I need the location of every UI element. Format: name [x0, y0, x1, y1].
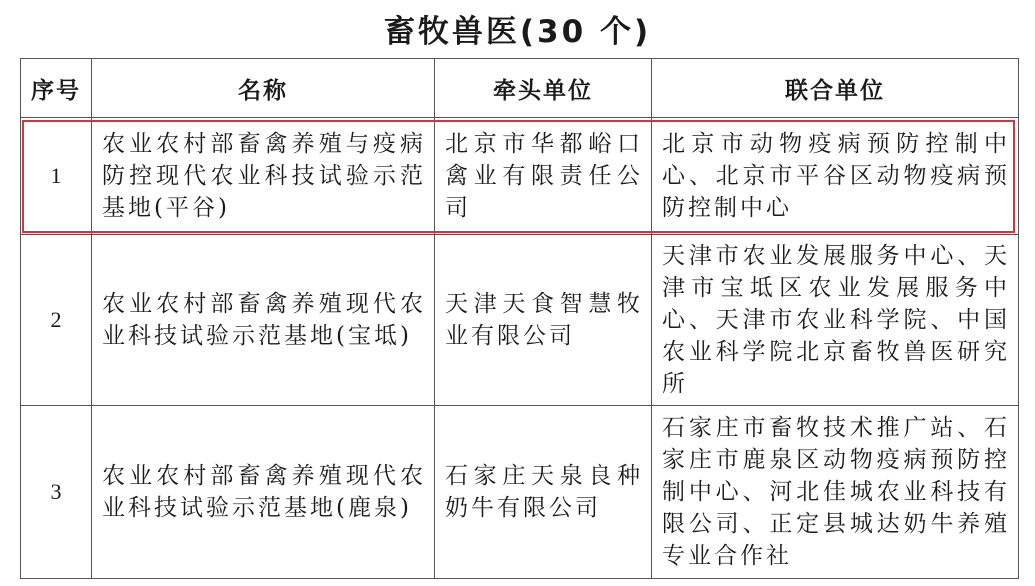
header-joint-units: 联合单位	[652, 59, 1019, 118]
table-row	[21, 118, 1019, 235]
row-serial-number: 3	[21, 406, 92, 579]
row-lead-unit: 石家庄天泉良种奶牛有限公司	[435, 406, 652, 579]
row-serial-number: 1	[21, 118, 92, 235]
row-base-name: 农业农村部畜禽养殖现代农业科技试验示范基地(宝坻)	[92, 235, 435, 406]
row-base-name: 农业农村部畜禽养殖与疫病防控现代农业科技试验示范基地(平谷)	[92, 118, 435, 235]
base-list-table	[20, 58, 1019, 579]
header-name: 名称	[92, 59, 435, 118]
row-joint-units: 石家庄市畜牧技术推广站、石家庄市鹿泉区动物疫病预防控制中心、河北佳城农业科技有限公司、正定县城达奶牛养殖专业合作社	[652, 406, 1019, 579]
table-row	[21, 406, 1019, 579]
row-lead-unit: 天津天食智慧牧业有限公司	[435, 235, 652, 406]
row-joint-units: 北京市动物疫病预防控制中心、北京市平谷区动物疫病预防控制中心	[652, 118, 1019, 235]
row-serial-number: 2	[21, 235, 92, 406]
table-row	[21, 235, 1019, 406]
table-header-row	[21, 59, 1019, 118]
page-title: 畜牧兽医(30 个)	[383, 14, 652, 50]
header-lead-unit: 牵头单位	[435, 59, 652, 118]
row-base-name: 农业农村部畜禽养殖现代农业科技试验示范基地(鹿泉)	[92, 406, 435, 579]
header-serial-number: 序号	[21, 59, 92, 118]
row-joint-units: 天津市农业发展服务中心、天津市宝坻区农业发展服务中心、天津市农业科学院、中国农业科学院北京畜牧兽医研究所	[652, 235, 1019, 406]
row-lead-unit: 北京市华都峪口禽业有限责任公司	[435, 118, 652, 235]
